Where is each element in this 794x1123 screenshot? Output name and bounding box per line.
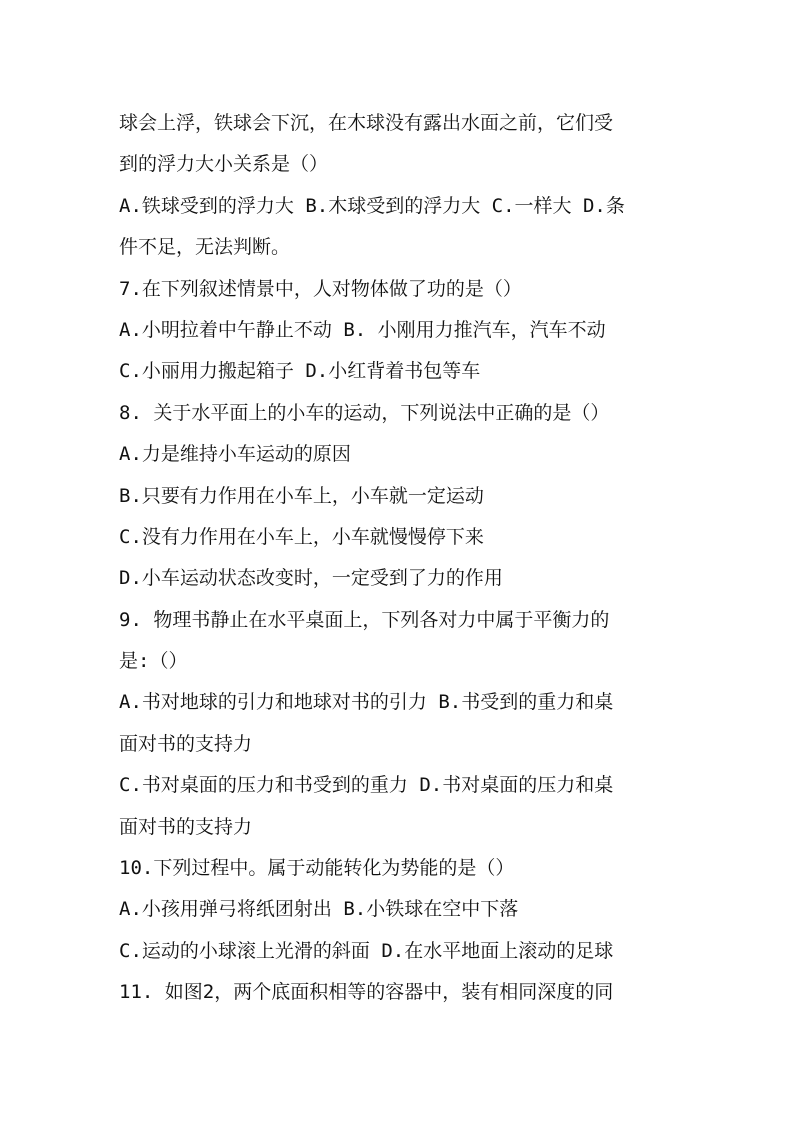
question-9-options-cd-cont: 面对书的支持力 — [119, 815, 253, 838]
question-9-stem: 9. 物理书静止在水平桌面上，下列各对力中属于平衡力的 — [119, 608, 610, 631]
text-line: 球会上浮，铁球会下沉，在木球没有露出水面之前，它们受 — [119, 112, 614, 134]
question-7-options-ab: A.小明拉着中午静止不动 B. 小刚用力推汽车，汽车不动 — [119, 318, 606, 341]
question-9-stem-cont: 是:（） — [119, 650, 188, 673]
question-9-options-ab-cont: 面对书的支持力 — [119, 732, 253, 755]
question-10-stem: 10.下列过程中。属于动能转化为势能的是（） — [119, 857, 515, 880]
question-9-options-ab: A.书对地球的引力和地球对书的引力 B.书受到的重力和桌 — [119, 691, 614, 714]
question-text-block — [119, 103, 679, 1014]
question-9-options-cd: C.书对桌面的压力和书受到的重力 D.书对桌面的压力和桌 — [119, 774, 614, 797]
question-7-stem: 7.在下列叙述情景中，人对物体做了功的是（） — [119, 277, 522, 300]
text-line: 到的浮力大小关系是（） — [119, 153, 329, 176]
text-line: 件不足，无法判断。 — [119, 236, 291, 259]
question-7-options-cd: C.小丽用力搬起箱子 D.小红背着书包等车 — [119, 360, 481, 383]
question-8-option-d: D.小车运动状态改变时，一定受到了力的作用 — [119, 567, 503, 590]
question-11-stem: 11. 如图2，两个底面积相等的容器中，装有相同深度的同 — [119, 981, 614, 1004]
question-8-option-c: C.没有力作用在小车上，小车就慢慢停下来 — [119, 525, 484, 548]
question-10-options-ab: A.小孩用弹弓将纸团射出 B.小铁球在空中下落 — [119, 898, 519, 921]
question-10-options-cd: C.运动的小球滚上光滑的斜面 D.在水平地面上滚动的足球 — [119, 939, 614, 962]
question-8-option-a: A.力是维持小车运动的原因 — [119, 443, 351, 466]
question-8-stem: 8. 关于水平面上的小车的运动，下列说法中正确的是（） — [119, 401, 610, 424]
answer-options-line: A.铁球受到的浮力大 B.木球受到的浮力大 C.一样大 D.条 — [119, 194, 625, 217]
question-8-option-b: B.只要有力作用在小车上，小车就一定运动 — [119, 484, 484, 507]
